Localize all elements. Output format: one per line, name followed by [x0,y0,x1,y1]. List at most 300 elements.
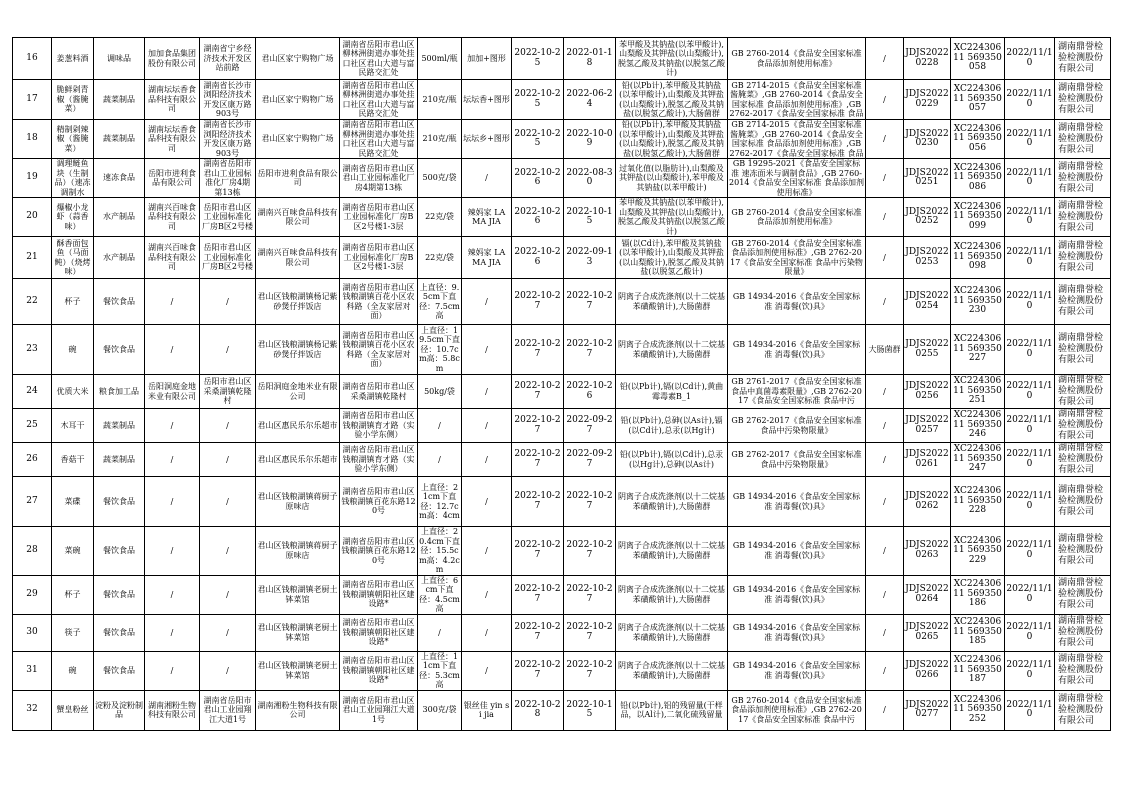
sampling-results-table [12,37,1111,731]
failed-item-cell: / [866,614,904,651]
seller-address-cell: 湖南省岳阳市君山区钱粮湖镇朝阳社区建设路* [340,651,418,690]
standard-cell: GB 2714-2015《食品安全国家标准 酱腌菜》,GB 2760-2014《食品安全国家标准 食品添加剂使用标准》,GB 2762-2017《食品安全国家标准 食品 [728,120,866,159]
row-number-cell: 24 [13,375,52,409]
sampling-date-cell: 2022-10-25 [512,38,564,80]
test-items-cell: 铅(以Pb计),苯甲酸及其钠盐(以苯甲酸计),山梨酸及其钾盐(以山梨酸计),脱氢乙酸及其钠盐(以脱氢乙酸计),大肠菌群 [616,80,728,120]
brand-cell: / [462,375,512,409]
food-category-cell: 蔬菜制品 [94,409,145,443]
seller-cell: 岳阳市进利食品有限公司 [256,159,340,198]
sampling-date-cell: 2022-10-27 [512,575,564,614]
test-items-cell: 阴离子合成洗涤剂(以十二烷基苯磺酸钠计),大肠菌群 [616,477,728,527]
report-date-cell: 2022/11/10 [1005,198,1055,237]
task-number-cell: JDJS2022 0263 [904,527,951,576]
task-number-cell: JDJS2022 0230 [904,120,951,159]
sample-name-cell: 香菇干 [52,443,94,477]
standard-cell: GB 2760-2014《食品安全国家标准 食品添加剂使用标准》 [728,198,866,237]
standard-cell: GB 14934-2016《食品安全国家标准 消毒餐(饮)具》 [728,279,866,325]
report-date-cell: 2022/11/10 [1005,38,1055,80]
food-category-cell: 餐饮食品 [94,614,145,651]
production-date-cell: 2022-10-27 [564,325,616,375]
failed-item-cell: / [866,198,904,237]
food-category-cell: 淀粉及淀粉制品 [94,690,145,730]
report-date-cell: 2022/11/10 [1005,159,1055,198]
seller-cell: 湖南湘粉生物科技有限公司 [256,690,340,730]
seller-cell: 君山区家宁购物广场 [256,80,340,120]
test-items-cell: 阴离子合成洗涤剂(以十二烷基苯磺酸钠计),大肠菌群 [616,325,728,375]
manufacturer-address-cell: 岳阳市君山区工业园标准化厂房B区2号楼 [200,237,256,279]
manufacturer-cell: 岳阳市进利食品有限公司 [145,159,200,198]
report-number-cell: XC22430611 569350186 [951,575,1005,614]
task-number-cell: JDJS2022 0254 [904,279,951,325]
table-row [13,575,1111,614]
report-date-cell: 2022/11/10 [1005,651,1055,690]
row-number-cell: 27 [13,477,52,527]
food-category-cell: 水产制品 [94,237,145,279]
seller-cell: 君山区钱粮湖镇老厨土钵菜馆 [256,651,340,690]
sampling-date-cell: 2022-10-25 [512,120,564,159]
manufacturer-cell: 湖南兴百味食品科技有限公司 [145,237,200,279]
testing-agency-cell: 湖南鼎誉检验检测股份有限公司 [1055,477,1111,527]
sample-name-cell: 菜碟 [52,477,94,527]
report-number-cell: XC22430611 569350086 [951,159,1005,198]
brand-cell: / [462,279,512,325]
failed-item-cell: / [866,120,904,159]
sample-name-cell: 蟹皇粉丝 [52,690,94,730]
standard-cell: GB 14934-2016《食品安全国家标准 消毒餐(饮)具》 [728,527,866,576]
specification-cell: 上直径：6cm下直径：4.5cm高 [419,575,460,613]
task-number-cell: JDJS2022 0266 [904,651,951,690]
manufacturer-address-cell: / [200,477,256,527]
seller-cell: 湖南兴百味食品科技有限公司 [256,237,340,279]
row-number-cell: 32 [13,690,52,730]
manufacturer-address-cell: / [200,527,256,576]
failed-item-cell: / [866,375,904,409]
seller-address-cell: 湖南省岳阳市君山区钱粮湖镇百花小区农科路（全友家居对面） [340,325,418,375]
row-number-cell: 26 [13,443,52,477]
failed-item-cell: / [866,279,904,325]
test-items-cell: 镉(以Cd计),苯甲酸及其钠盐(以苯甲酸计),山梨酸及其钾盐(以山梨酸计),脱氢乙酸及其钠盐(以脱氢乙酸计) [616,237,728,279]
table-row [13,443,1111,477]
sample-name-cell: 杯子 [52,575,94,614]
seller-address-cell: 湖南省岳阳市君山区君山工业园翔江大道1号 [340,690,418,730]
task-number-cell: JDJS2022 0251 [904,159,951,198]
report-date-cell: 2022/11/10 [1005,375,1055,409]
row-number-cell: 19 [13,159,52,198]
row-number-cell: 17 [13,80,52,120]
report-date-cell: 2022/11/10 [1005,325,1055,375]
table-row [13,651,1111,690]
manufacturer-cell: 湖南兴百味食品科技有限公司 [145,198,200,237]
seller-address-cell: 湖南省岳阳市君山区工业园标准化厂房B区2号楼1-3层 [340,237,418,279]
brand-cell: / [462,477,512,527]
specification-cell: 上直径：21cm下直径：12.7cm高：4cm [418,477,462,527]
test-items-cell: 铅(以Pb计),镉(以Cd计),黄曲霉毒素B_1 [616,375,728,409]
standard-cell: GB 2762-2017《食品安全国家标准 食品中污染物限量》 [728,443,866,477]
report-number-cell: XC22430611 569350252 [951,690,1005,730]
sample-name-cell: 姜葱料酒 [52,38,94,80]
production-date-cell: 2022-09-27 [564,443,616,477]
sample-name-cell: 优质大米 [52,375,94,409]
testing-agency-cell: 湖南鼎誉检验检测股份有限公司 [1055,279,1111,325]
task-number-cell: JDJS2022 0229 [904,80,951,120]
sampling-date-cell: 2022-10-27 [512,651,564,690]
standard-cell: GB 2760-2014《食品安全国家标准 食品添加剂使用标准》,GB 2762-2017《食品安全国家标准 食品中污 [728,690,866,730]
row-number-cell: 23 [13,325,52,375]
failed-item-cell: 大肠菌群 [866,325,904,375]
report-number-cell: XC22430611 569350187 [951,651,1005,690]
sample-name-cell: 酥香面包鱼（马面鲀）（烧烤味） [52,237,94,279]
sampling-date-cell: 2022-10-27 [512,375,564,409]
testing-agency-cell: 湖南鼎誉检验检测股份有限公司 [1055,198,1111,237]
food-category-cell: 蔬菜制品 [94,120,145,159]
standard-cell: GB 14934-2016《食品安全国家标准 消毒餐(饮)具》 [728,651,866,690]
testing-agency-cell: 湖南鼎誉检验检测股份有限公司 [1055,375,1111,409]
seller-address-cell: 湖南省岳阳市君山区钱粮湖镇育才路（实验小学东侧） [340,409,418,443]
manufacturer-address-cell: / [200,409,256,443]
standard-cell: GB 2714-2015《食品安全国家标准 酱腌菜》,GB 2760-2014《食品安全国家标准 食品添加剂使用标准》,GB 2762-2017《食品安全国家标准 食品 [728,80,866,120]
standard-cell: GB 2762-2017《食品安全国家标准 食品中污染物限量》 [728,409,866,443]
brand-cell: / [462,614,512,651]
report-number-cell: XC22430611 569350057 [951,80,1005,120]
testing-agency-cell: 湖南鼎誉检验检测股份有限公司 [1055,325,1111,375]
report-number-cell: XC22430611 569350185 [951,614,1005,651]
testing-agency-cell: 湖南鼎誉检验检测股份有限公司 [1055,120,1111,159]
task-number-cell: JDJS2022 0228 [904,38,951,80]
standard-cell: GB 2760-2014《食品安全国家标准 食品添加剂使用标准》,GB 2762-2017《食品安全国家标准 食品中污染物限量》 [728,237,866,279]
manufacturer-address-cell: / [200,325,256,375]
table-row [13,375,1111,409]
specification-cell: 上直径：20.4cm下直径：15.5cm高：4.2cm [419,527,460,574]
manufacturer-address-cell: 湖南省长沙市浏阳经济技术开发区康万路903号 [200,80,256,120]
seller-cell: 君山区钱粮湖镇蒋厨子原味店 [256,477,340,527]
food-category-cell: 餐饮食品 [94,651,145,690]
test-items-cell: 阴离子合成洗涤剂(以十二烷基苯磺酸钠计),大肠菌群 [616,651,728,690]
report-date-cell: 2022/11/10 [1005,575,1055,614]
sample-name-cell: 调理鲢鱼块（生制品）（速冻调制水 [52,159,94,198]
production-date-cell: 2022-10-27 [564,279,616,325]
report-date-cell: 2022/11/10 [1005,237,1055,279]
report-date-cell: 2022/11/10 [1005,614,1055,651]
standard-cell: GB 14934-2016《食品安全国家标准 消毒餐(饮)具》 [728,325,866,375]
manufacturer-address-cell: 岳阳市君山区工业园标准化厂房B区2号楼 [200,198,256,237]
sample-name-cell: 脆鲜剁青椒（酱腌菜） [52,80,94,120]
food-category-cell: 餐饮食品 [94,279,145,325]
production-date-cell: 2022-08-30 [564,159,616,198]
brand-cell: 辣妈家 LA MA JIA [462,198,512,237]
testing-agency-cell: 湖南鼎誉检验检测股份有限公司 [1055,38,1111,80]
report-number-cell: XC22430611 569350251 [951,375,1005,409]
failed-item-cell: / [866,575,904,614]
table-row [13,409,1111,443]
brand-cell: / [462,159,512,198]
production-date-cell: 2022-10-15 [564,198,616,237]
manufacturer-address-cell: / [200,614,256,651]
row-number-cell: 22 [13,279,52,325]
seller-cell: 君山区家宁购物广场 [256,38,340,80]
report-date-cell: 2022/11/10 [1005,120,1055,159]
report-date-cell: 2022/11/10 [1005,477,1055,527]
seller-address-cell: 湖南省岳阳市君山区柳林洲街道办事处挂口社区君山大道与富民路交汇处 [340,120,418,159]
seller-address-cell: 湖南省岳阳市君山区采桑湖镇乾隆村 [340,375,418,409]
production-date-cell: 2022-01-18 [564,38,616,80]
standard-cell: GB 2760-2014《食品安全国家标准 食品添加剂使用标准》 [728,38,866,80]
report-number-cell: XC22430611 569350098 [951,237,1005,279]
failed-item-cell: / [866,443,904,477]
sample-name-cell: 木耳干 [52,409,94,443]
food-category-cell: 餐饮食品 [94,325,145,375]
seller-cell: 君山区钱粮湖镇蒋厨子原味店 [256,527,340,576]
testing-agency-cell: 湖南鼎誉检验检测股份有限公司 [1055,159,1111,198]
row-number-cell: 29 [13,575,52,614]
report-number-cell: XC22430611 569350247 [951,443,1005,477]
production-date-cell: 2022-10-26 [564,375,616,409]
manufacturer-address-cell: / [200,443,256,477]
specification-cell: 上直径：11cm下直径：5.3cm高 [419,651,460,689]
table-row [13,690,1111,730]
report-number-cell: XC22430611 569350099 [951,198,1005,237]
manufacturer-cell: / [145,409,200,443]
report-date-cell: 2022/11/10 [1005,279,1055,325]
failed-item-cell: / [866,651,904,690]
specification-cell: 上直径：19.5cm下直径：10.7cm高：5.8cm [419,325,460,373]
row-number-cell: 20 [13,198,52,237]
test-items-cell: 铅(以Pb计),苯甲酸及其钠盐(以苯甲酸计),山梨酸及其钾盐(以山梨酸计),脱氢乙酸及其钠盐(以脱氢乙酸计),大肠菌群 [616,120,728,159]
standard-cell: GB 2761-2017《食品安全国家标准 食品中真菌毒素限量》,GB 2762-2017《食品安全国家标准 食品中污 [728,375,866,409]
task-number-cell: JDJS2022 0277 [904,690,951,730]
testing-agency-cell: 湖南鼎誉检验检测股份有限公司 [1055,409,1111,443]
specification-cell: / [418,614,462,651]
seller-address-cell: 湖南省岳阳市君山区钱粮湖镇朝阳社区建设路* [340,614,418,651]
seller-address-cell: 湖南省岳阳市君山区君山工业园标准化厂房4期第13栋 [340,159,418,198]
production-date-cell: 2022-09-13 [564,237,616,279]
table-row [13,120,1111,159]
specification-cell: 22克/袋 [418,198,462,237]
test-items-cell: 阴离子合成洗涤剂(以十二烷基苯磺酸钠计),大肠菌群 [616,527,728,576]
seller-cell: 君山区钱粮湖镇杨记紫砂煲仔拌饭店 [256,279,340,325]
report-number-cell: XC22430611 569350056 [951,120,1005,159]
sampling-date-cell: 2022-10-28 [512,690,564,730]
test-items-cell: 阴离子合成洗涤剂(以十二烷基苯磺酸钠计),大肠菌群 [616,575,728,614]
manufacturer-address-cell: / [200,279,256,325]
manufacturer-cell: 加加食品集团股份有限公司 [145,38,200,80]
specification-cell: 500克/袋 [418,159,462,198]
manufacturer-cell: / [145,527,200,576]
test-items-cell: 铅(以Pb计),铝的残留量(干样品，以Al计),二氧化硫残留量 [616,690,728,730]
table-row [13,325,1111,375]
food-category-cell: 调味品 [94,38,145,80]
table-row [13,237,1111,279]
seller-address-cell: 湖南省岳阳市君山区钱粮湖镇朝阳社区建设路* [340,575,418,614]
manufacturer-cell: / [145,614,200,651]
table-row [13,198,1111,237]
report-number-cell: XC22430611 569350229 [951,527,1005,576]
sample-name-cell: 碗 [52,651,94,690]
food-category-cell: 餐饮食品 [94,477,145,527]
manufacturer-address-cell: / [200,651,256,690]
report-number-cell: XC22430611 569350246 [951,409,1005,443]
testing-agency-cell: 湖南鼎誉检验检测股份有限公司 [1055,614,1111,651]
manufacturer-address-cell: 湖南省宁乡经济技术开发区站前路 [200,38,256,80]
test-items-cell: 苯甲酸及其钠盐(以苯甲酸计),山梨酸及其钾盐(以山梨酸计),脱氢乙酸及其钠盐(以脱氢乙酸计) [616,198,728,237]
manufacturer-address-cell: 湖南省岳阳市君山工业园翔江大道1号 [200,690,256,730]
manufacturer-address-cell: / [200,575,256,614]
seller-address-cell: 湖南省岳阳市君山区柳林洲街道办事处挂口社区君山大道与富民路交汇处 [340,38,418,80]
report-date-cell: 2022/11/10 [1005,690,1055,730]
failed-item-cell: / [866,38,904,80]
sample-name-cell: 筷子 [52,614,94,651]
seller-address-cell: 湖南省岳阳市君山区钱粮湖镇百花东路120号 [340,477,418,527]
row-number-cell: 31 [13,651,52,690]
row-number-cell: 18 [13,120,52,159]
manufacturer-cell: 湖南坛坛香食品科技有限公司 [145,80,200,120]
manufacturer-cell: / [145,651,200,690]
brand-cell: 坛坛乡+图形 [462,120,512,159]
production-date-cell: 2022-10-27 [564,477,616,527]
report-number-cell: XC22430611 569350228 [951,477,1005,527]
specification-cell: 22克/袋 [418,237,462,279]
manufacturer-address-cell: 湖南省长沙市浏阳经济技术开发区康万路903号 [200,120,256,159]
row-number-cell: 25 [13,409,52,443]
food-category-cell: 粮食加工品 [94,375,145,409]
sampling-date-cell: 2022-10-27 [512,409,564,443]
seller-address-cell: 湖南省岳阳市君山区钱粮湖镇百花东路120号 [340,527,418,576]
specification-cell: 500ml/瓶 [418,38,462,80]
row-number-cell: 30 [13,614,52,651]
failed-item-cell: / [866,159,904,198]
test-items-cell: 铅(以Pb计),镉(以Cd计),总汞(以Hg计),总砷(以As计) [616,443,728,477]
seller-cell: 岳阳洞庭金地米业有限公司 [256,375,340,409]
seller-cell: 君山区钱粮湖镇老厨土钵菜馆 [256,614,340,651]
food-category-cell: 蔬菜制品 [94,443,145,477]
seller-address-cell: 湖南省岳阳市君山区钱粮湖镇育才路（实验小学东侧） [340,443,418,477]
table-body [13,38,1111,731]
sample-name-cell: 精制剁辣椒（酱腌菜） [52,120,94,159]
task-number-cell: JDJS2022 0253 [904,237,951,279]
manufacturer-cell: 岳阳洞庭金地米业有限公司 [145,375,200,409]
failed-item-cell: / [866,80,904,120]
manufacturer-cell: / [145,325,200,375]
testing-agency-cell: 湖南鼎誉检验检测股份有限公司 [1055,651,1111,690]
test-items-cell: 阴离子合成洗涤剂(以十二烷基苯磺酸钠计),大肠菌群 [616,279,728,325]
specification-cell: 300克/袋 [418,690,462,730]
production-date-cell: 2022-10-27 [564,527,616,576]
specification-cell: 210克/瓶 [418,80,462,120]
test-items-cell: 苯甲酸及其钠盐(以苯甲酸计),山梨酸及其钾盐(以山梨酸计),脱氢乙酸及其钠盐(以脱氢乙酸计) [616,38,728,80]
production-date-cell: 2022-10-15 [564,690,616,730]
brand-cell: / [462,527,512,576]
sample-name-cell: 菜碗 [52,527,94,576]
task-number-cell: JDJS2022 0256 [904,375,951,409]
table-row [13,159,1111,198]
standard-cell: GB 14934-2016《食品安全国家标准 消毒餐(饮)具》 [728,575,866,614]
manufacturer-cell: / [145,279,200,325]
seller-cell: 君山区惠民乐尔乐超市 [256,409,340,443]
sample-name-cell: 碗 [52,325,94,375]
sampling-date-cell: 2022-10-27 [512,443,564,477]
sampling-date-cell: 2022-10-26 [512,159,564,198]
brand-cell: 辣妈家 LA MA JIA [462,237,512,279]
testing-agency-cell: 湖南鼎誉检验检测股份有限公司 [1055,575,1111,614]
test-items-cell: 过氧化值(以脂肪计),山梨酸及其钾盐(以山梨酸计),苯甲酸及其钠盐(以苯甲酸计) [616,159,728,198]
task-number-cell: JDJS2022 0255 [904,325,951,375]
table-row [13,80,1111,120]
production-date-cell: 2022-10-27 [564,614,616,651]
brand-cell: / [462,651,512,690]
table-row [13,477,1111,527]
testing-agency-cell: 湖南鼎誉检验检测股份有限公司 [1055,237,1111,279]
production-date-cell: 2022-09-27 [564,409,616,443]
seller-cell: 君山区家宁购物广场 [256,120,340,159]
failed-item-cell: / [866,237,904,279]
specification-cell: 210克/瓶 [418,120,462,159]
table-row [13,614,1111,651]
failed-item-cell: / [866,477,904,527]
brand-cell: / [462,409,512,443]
seller-address-cell: 湖南省岳阳市君山区工业园标准化厂房B区2号楼1-3层 [340,198,418,237]
report-number-cell: XC22430611 569350230 [951,279,1005,325]
testing-agency-cell: 湖南鼎誉检验检测股份有限公司 [1055,690,1111,730]
production-date-cell: 2022-10-09 [564,120,616,159]
sampling-date-cell: 2022-10-26 [512,198,564,237]
table-row [13,527,1111,576]
seller-cell: 湖南兴百味食品科技有限公司 [256,198,340,237]
standard-cell: GB 14934-2016《食品安全国家标准 消毒餐(饮)具》 [728,477,866,527]
standard-cell: GB 14934-2016《食品安全国家标准 消毒餐(饮)具》 [728,614,866,651]
brand-cell: 银丝佳 yin si jia [462,690,512,730]
seller-address-cell: 湖南省岳阳市君山区钱粮湖镇百花小区农科路（全友家居对面） [340,279,418,325]
standard-cell: GB 19295-2021《食品安全国家标准 速冻面米与调制食品》,GB 2760-2014《食品安全国家标准 食品添加剂使用标准》 [729,159,864,197]
sampling-date-cell: 2022-10-25 [512,80,564,120]
seller-cell: 君山区惠民乐尔乐超市 [256,443,340,477]
failed-item-cell: / [866,690,904,730]
manufacturer-cell: / [145,575,200,614]
report-number-cell: XC22430611 569350227 [951,325,1005,375]
report-date-cell: 2022/11/10 [1005,80,1055,120]
brand-cell: 加加+图形 [462,38,512,80]
report-date-cell: 2022/11/10 [1005,443,1055,477]
sampling-date-cell: 2022-10-27 [512,477,564,527]
food-category-cell: 速冻食品 [94,159,145,198]
report-date-cell: 2022/11/10 [1005,409,1055,443]
specification-cell: 50kg/袋 [418,375,462,409]
testing-agency-cell: 湖南鼎誉检验检测股份有限公司 [1055,443,1111,477]
testing-agency-cell: 湖南鼎誉检验检测股份有限公司 [1055,80,1111,120]
manufacturer-cell: 湖南坛坛香食品科技有限公司 [145,120,200,159]
brand-cell: / [462,325,512,375]
food-category-cell: 餐饮食品 [94,527,145,576]
manufacturer-cell: 湖南湘粉生物科技有限公司 [145,690,200,730]
task-number-cell: JDJS2022 0262 [904,477,951,527]
production-date-cell: 2022-10-27 [564,651,616,690]
sampling-date-cell: 2022-10-27 [512,325,564,375]
task-number-cell: JDJS2022 0265 [904,614,951,651]
sample-name-cell: 杯子 [52,279,94,325]
specification-cell: / [418,409,462,443]
row-number-cell: 21 [13,237,52,279]
manufacturer-cell: / [145,443,200,477]
report-number-cell: XC22430611 569350058 [951,38,1005,80]
failed-item-cell: / [866,527,904,576]
brand-cell: / [462,575,512,614]
testing-agency-cell: 湖南鼎誉检验检测股份有限公司 [1055,527,1111,576]
task-number-cell: JDJS2022 0257 [904,409,951,443]
row-number-cell: 16 [13,38,52,80]
manufacturer-address-cell: 湖南省岳阳市君山工业园标准化厂房4期第13栋 [200,159,256,198]
seller-address-cell: 湖南省岳阳市君山区柳林洲街道办事处挂口社区君山大道与富民路交汇处 [340,80,418,120]
failed-item-cell: / [866,409,904,443]
sampling-date-cell: 2022-10-27 [512,527,564,576]
seller-cell: 君山区钱粮湖镇杨记紫砂煲仔拌饭店 [256,325,340,375]
